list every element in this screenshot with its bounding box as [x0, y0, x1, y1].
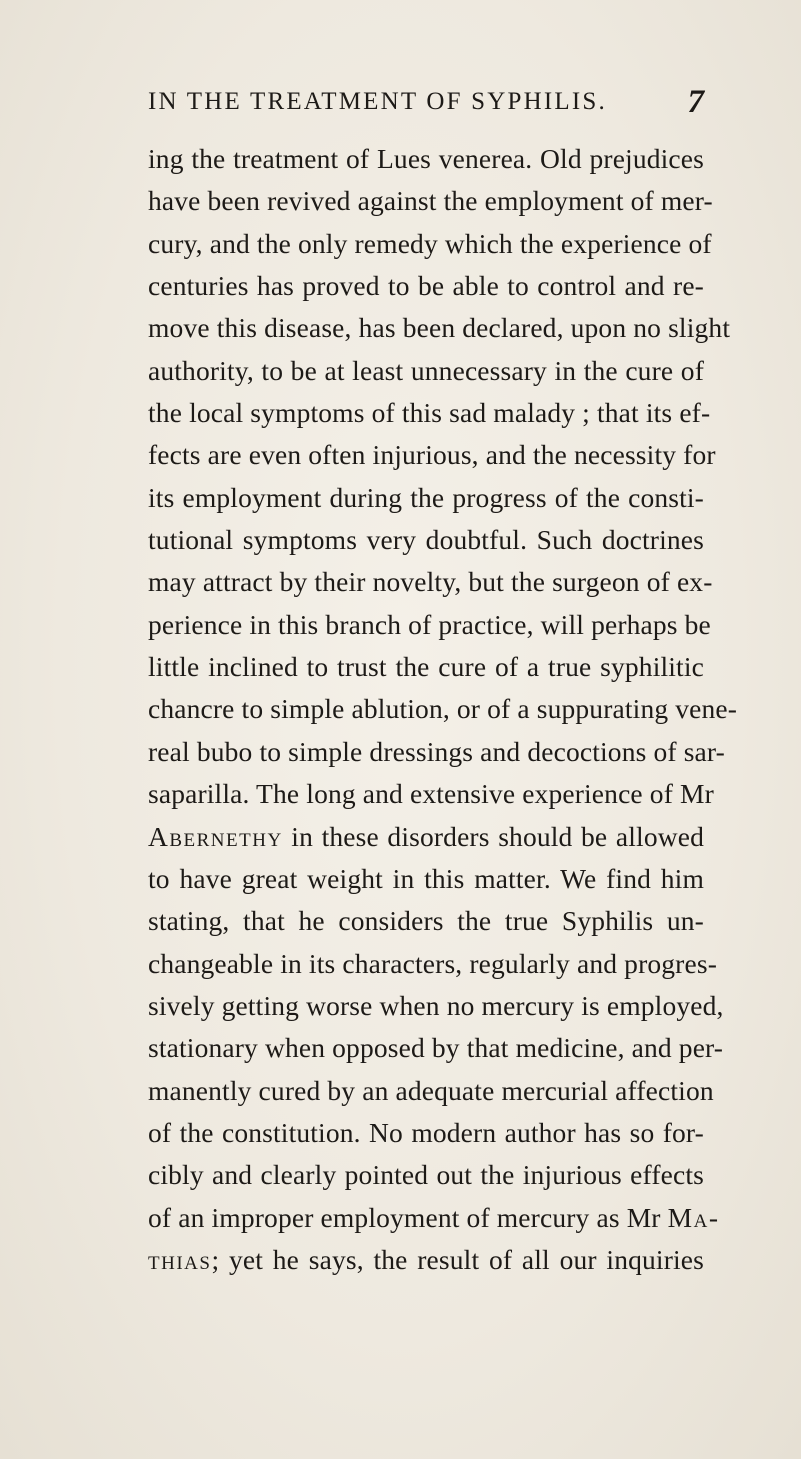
running-title: IN THE TREATMENT OF SYPHILIS.: [148, 88, 607, 115]
page-number: 7: [687, 84, 704, 120]
text-line: ing the treatment of Lues venerea. Old prejudices: [148, 143, 704, 174]
text-line: may attract by their novelty, but the surgeon of ex-: [148, 566, 713, 598]
text-line: chancre to simple ablution, or of a suppurating vene-: [148, 693, 738, 725]
small-caps-name: Ma-: [667, 1201, 720, 1233]
text-fragment: ; yet he says, the result of all our inquiries: [211, 1243, 704, 1275]
running-head: [148, 84, 704, 128]
text-line: sively getting worse when no mercury is employed,: [148, 989, 724, 1021]
text-fragment: of an improper employment of mercury as Mr: [148, 1201, 668, 1233]
text-line: [148, 1239, 704, 1281]
text-line: authority, to be at least unnecessary in the cure of: [148, 354, 704, 386]
body-text: [148, 138, 738, 1281]
small-caps-name: Abernethy: [148, 820, 283, 852]
text-line: stating, that he considers the true Syphilis un-: [148, 905, 704, 937]
text-line: cibly and clearly pointed out the injurious effects: [148, 1159, 704, 1191]
text-line: move this disease, has been declared, upon no slight: [148, 312, 731, 344]
text-line: stationary when opposed by that medicine, and per-: [148, 1032, 724, 1064]
text-line: changeable in its characters, regularly and progres-: [148, 947, 717, 979]
text-line: centuries has proved to be able to control and re-: [148, 270, 704, 302]
text-line: cury, and the only remedy which the experience of: [148, 227, 712, 259]
text-fragment: in these disorders should be allowed: [282, 820, 704, 852]
text-line: its employment during the progress of the consti-: [148, 481, 704, 513]
text-line: real bubo to simple dressings and decoctions of sar-: [148, 735, 725, 767]
text-line: [148, 1197, 720, 1239]
text-line: manently cured by an adequate mercurial affection: [148, 1074, 714, 1106]
small-caps-name: thias: [148, 1243, 212, 1275]
text-line: saparilla. The long and extensive experience of Mr: [148, 778, 714, 810]
text-line: of the constitution. No modern author has so for-: [148, 1116, 704, 1148]
text-line: tutional symptoms very doubtful. Such doctrines: [148, 524, 704, 556]
text-line: the local symptoms of this sad malady ; that its ef-: [148, 397, 711, 429]
text-line: fects are even often injurious, and the necessity for: [148, 439, 716, 471]
text-line: have been revived against the employment of mer-: [148, 185, 713, 217]
text-line: to have great weight in this matter. We find him: [148, 862, 704, 894]
text-line: little inclined to trust the cure of a true syphilitic: [148, 651, 704, 683]
text-line: perience in this branch of practice, will perhaps be: [148, 608, 711, 640]
text-line: [148, 816, 704, 858]
